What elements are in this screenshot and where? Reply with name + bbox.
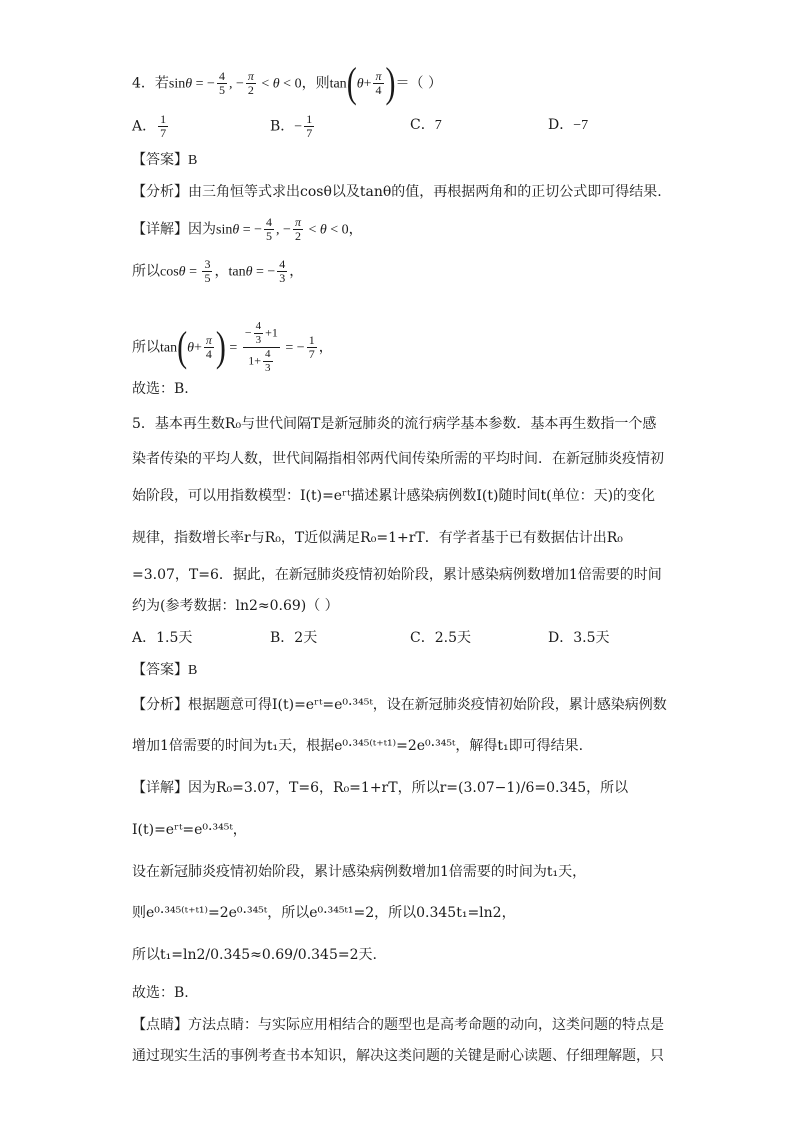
q5-stem-line1: 5．基本再生数R₀与世代间隔T是新冠肺炎的流行病学基本参数．基本再生数指一个感: [132, 416, 657, 432]
q5-choice: 故选：B.: [132, 985, 189, 1001]
q4-option-b[interactable]: B．− $\frac{1}{7}$: [270, 112, 313, 140]
q5-detail-line5: 所以t₁=ln2/0.345≈0.69/0.345=2天.: [132, 947, 377, 963]
q5-analysis-line1: 【分析】根据题意可得I(t)=eʳᵗ=e⁰·³⁴⁵ᵗ，设在新冠肺炎疫情初始阶段，累计感染病例数: [132, 697, 667, 713]
q5-answer: 【答案】B: [132, 662, 198, 678]
q5-option-b[interactable]: B．2天: [270, 630, 318, 646]
q4-answer: 【答案】B: [132, 152, 198, 168]
q4-option-c[interactable]: C．7: [410, 117, 442, 133]
q5-option-d[interactable]: D．3.5天: [548, 630, 610, 646]
q4-analysis: 【分析】由三角恒等式求出cosθ以及tanθ的值，再根据两角和的正切公式即可得结果.: [132, 184, 662, 200]
q5-detail-line3: 设在新冠肺炎疫情初始阶段，累计感染病例数增加1倍需要的时间为t₁天，: [132, 864, 587, 880]
q5-option-a[interactable]: A．1.5天: [132, 630, 193, 646]
q4-detail: 【详解】因为sinθ = − $\frac{4}{5}$ , − $\frac{\pi}{2}$ < θ < 0，: [132, 215, 363, 243]
q4-stem: 4．若sinθ = − $\frac{4}{5}$ , − $\frac{\pi}{2}$ < θ < 0，则tan(θ+ $\frac{\pi}{4}$ )＝（ ）: [132, 59, 442, 106]
q5-detail-line1: 【详解】因为R₀=3.07，T=6，R₀=1+rT，所以r=(3.07−1)/6=0.345，所以: [132, 780, 629, 796]
q4-choice: 故选：B.: [132, 381, 189, 397]
q5-stem-line3: 始阶段，可以用指数模型：I(t)=eʳᵗ描述累计感染病例数I(t)随时间t(单位：天)的变化: [132, 488, 656, 504]
q5-stem-line6: 约为(参考数据：ln2≈0.69)（ ）: [132, 598, 339, 614]
q4-option-d[interactable]: D．−7: [548, 117, 589, 133]
q5-stem-line2: 染者传染的平均人数，世代间隔指相邻两代间传染所需的平均时间．在新冠肺炎疫情初: [132, 451, 664, 467]
q4-option-a[interactable]: A． $\frac{1}{7}$: [132, 112, 167, 140]
q5-detail-line2: I(t)=eʳᵗ=e⁰·³⁴⁵ᵗ，: [132, 822, 247, 838]
q5-stem-line5: =3.07，T=6．据此，在新冠肺炎疫情初始阶段，累计感染病例数增加1倍需要的时间: [132, 567, 662, 583]
q4-cos-tan-line: 所以cosθ = $\frac{3}{5}$ ，tanθ = − $\frac{4}{3}$ ，: [132, 257, 304, 285]
q5-tip-line1: 【点睛】方法点睛：与实际应用相结合的题型也是高考命题的动向，这类问题的特点是: [132, 1017, 664, 1033]
q5-tip-line2: 通过现实生活的事例考查书本知识，解决这类问题的关键是耐心读题、仔细理解题，只: [132, 1048, 664, 1064]
q4-result-line: 所以tan(θ+ $\frac{\pi}{4}$ ) = − $\frac{4}{3}$ +1 1+ $\frac{4}{3}$ = − $\frac{1}{7}$ ，: [132, 320, 333, 374]
q5-analysis-line2: 增加1倍需要的时间为t₁天，根据e⁰·³⁴⁵⁽ᵗ⁺ᵗ¹⁾=2e⁰·³⁴⁵ᵗ，解得t₁即可得结果.: [132, 738, 584, 754]
q5-stem-line4: 规律，指数增长率r与R₀，T近似满足R₀=1+rT．有学者基于已有数据估计出R₀: [132, 530, 623, 546]
q5-option-c[interactable]: C．2.5天: [410, 630, 471, 646]
q5-detail-line4: 则e⁰·³⁴⁵⁽ᵗ⁺ᵗ¹⁾=2e⁰·³⁴⁵ᵗ，所以e⁰·³⁴⁵ᵗ¹=2，所以0.345t₁=ln2，: [132, 905, 516, 921]
